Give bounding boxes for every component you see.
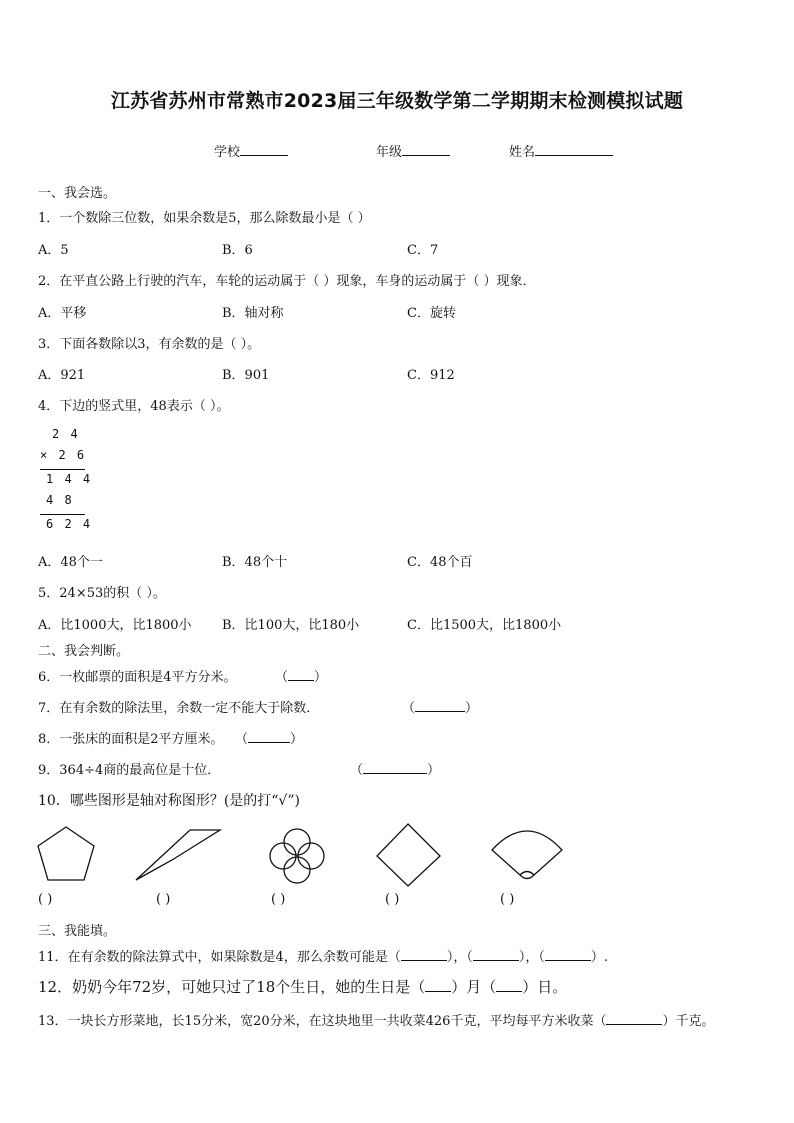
- q10-paren-pentagon[interactable]: ( ): [38, 892, 53, 907]
- question-1: 1．一个数除三位数，如果余数是5，那么除数最小是（ ）: [38, 211, 371, 226]
- fan-shape: [492, 831, 562, 879]
- q2-option-c[interactable]: C．旋转: [407, 306, 456, 321]
- q6-blank[interactable]: [288, 667, 314, 681]
- question-10: 10．哪些图形是轴对称图形？(是的打“√”): [38, 793, 300, 809]
- q9-blank[interactable]: [363, 760, 427, 774]
- calc-divider-1: [40, 469, 85, 470]
- section-heading-fill: 三、我能填。: [38, 924, 117, 939]
- question-11: [38, 946, 608, 965]
- q10-shapes: [30, 820, 590, 890]
- q6-answer-blank[interactable]: [275, 666, 327, 685]
- q6-paren-right: ）: [314, 670, 328, 685]
- name-blank[interactable]: [535, 142, 613, 156]
- q9-paren-right: ）: [427, 763, 441, 778]
- q8-answer-blank[interactable]: [235, 728, 303, 747]
- question-12: [38, 976, 567, 997]
- q11-text: 11．在有余数的除法算式中，如果除数是4，那么余数可能是（: [38, 950, 401, 965]
- q13-text-2: ）千克。: [662, 1014, 715, 1029]
- q3-option-c[interactable]: C．912: [407, 368, 455, 383]
- q6-paren-left: （: [275, 670, 289, 685]
- flower-shape: [270, 829, 324, 883]
- q7-blank[interactable]: [415, 698, 465, 712]
- q1-option-c[interactable]: C．7: [407, 243, 439, 258]
- q4-option-a[interactable]: A．48个一: [38, 555, 103, 570]
- question-3: 3．下面各数除以3，有余数的是（ ）。: [38, 337, 261, 352]
- pentagon-shape: [38, 827, 94, 880]
- question-7: 7．在有余数的除法里，余数一定不能大于除数．: [38, 701, 320, 716]
- q11-sep-1: ），（: [446, 950, 473, 965]
- q7-paren-right: ）: [465, 701, 479, 716]
- q7-paren-left: （: [402, 701, 416, 716]
- calc-line-3: 1 4 4: [46, 472, 93, 486]
- q10-paren-flower[interactable]: ( ): [271, 892, 286, 907]
- calc-line-4: 4 8: [46, 493, 74, 507]
- q13-text-1: 13．一块长方形菜地，长15分米，宽20分米，在这块地里一共收菜426千克，平均每平方米收菜（: [38, 1014, 607, 1029]
- calc-line-1: 2 4: [52, 427, 80, 441]
- question-6: 6．一枚邮票的面积是4平方分米。: [38, 670, 237, 685]
- school-blank[interactable]: [240, 142, 288, 156]
- q10-paren-diamond[interactable]: ( ): [385, 892, 400, 907]
- q5-option-a[interactable]: A．比1000大，比1800小: [38, 618, 192, 633]
- q12-blank-day[interactable]: [496, 978, 522, 992]
- q12-blank-month[interactable]: [425, 978, 451, 992]
- q5-option-b[interactable]: B．比100大，比180小: [222, 618, 360, 633]
- school-label: 学校: [214, 145, 241, 160]
- q10-paren-fan[interactable]: ( ): [500, 892, 515, 907]
- page-title: 江苏省苏州市常熟市2023届三年级数学第二学期期末检测模拟试题: [110, 90, 684, 112]
- calc-line-2: × 2 6: [40, 448, 87, 462]
- q11-blank-1[interactable]: [401, 947, 447, 961]
- q8-paren-left: （: [235, 732, 249, 747]
- question-8: 8．一张床的面积是2平方厘米。: [38, 732, 224, 747]
- q4-option-b[interactable]: B．48个十: [222, 555, 288, 570]
- question-13: [38, 1010, 714, 1029]
- q10-paren-triangle[interactable]: ( ): [156, 892, 171, 907]
- q1-option-a[interactable]: A．5: [38, 243, 69, 258]
- q11-sep-2: ），（: [518, 950, 545, 965]
- question-9: 9．364÷4商的最高位是十位．: [38, 763, 221, 778]
- diamond-shape: [377, 824, 440, 886]
- grade-blank[interactable]: [402, 142, 450, 156]
- question-2: 2．在平直公路上行驶的汽车，车轮的运动属于（ ）现象，车身的运动属于（ ）现象．: [38, 274, 536, 289]
- q8-paren-right: ）: [290, 732, 304, 747]
- q11-blank-2[interactable]: [473, 947, 519, 961]
- school-field[interactable]: [214, 141, 288, 160]
- q1-option-b[interactable]: B．6: [222, 243, 253, 258]
- q11-blank-3[interactable]: [545, 947, 591, 961]
- q8-blank[interactable]: [248, 729, 290, 743]
- q11-end: ）.: [590, 950, 608, 965]
- q4-option-c[interactable]: C．48个百: [407, 555, 473, 570]
- q2-option-a[interactable]: A．平移: [38, 306, 87, 321]
- name-field[interactable]: [509, 141, 613, 160]
- q3-option-a[interactable]: A．921: [38, 368, 86, 383]
- q5-option-c[interactable]: C．比1500大，比1800小: [407, 618, 562, 633]
- q9-answer-blank[interactable]: [350, 759, 440, 778]
- q3-option-b[interactable]: B．901: [222, 368, 270, 383]
- question-4: 4．下边的竖式里，48表示（ ）。: [38, 399, 230, 414]
- section-heading-judge: 二、我会判断。: [38, 644, 130, 659]
- question-5: 5．24×53的积（ ）。: [38, 586, 166, 601]
- calc-line-5: 6 2 4: [46, 517, 93, 531]
- q7-answer-blank[interactable]: [402, 697, 478, 716]
- q12-text-1: 12．奶奶今年72岁，可她只过了18个生日，她的生日是（: [38, 978, 426, 996]
- triangle-shape: [136, 830, 220, 880]
- q9-paren-left: （: [350, 763, 364, 778]
- calc-divider-2: [40, 514, 85, 515]
- section-heading-choice: 一、我会选。: [38, 186, 117, 201]
- grade-field[interactable]: [376, 141, 450, 160]
- q12-text-2: ）月（: [451, 978, 497, 996]
- q2-option-b[interactable]: B．轴对称: [222, 306, 284, 321]
- q13-blank[interactable]: [606, 1011, 662, 1025]
- grade-label: 年级: [376, 145, 403, 160]
- name-label: 姓名: [509, 145, 536, 160]
- q12-text-3: ）日。: [522, 978, 568, 996]
